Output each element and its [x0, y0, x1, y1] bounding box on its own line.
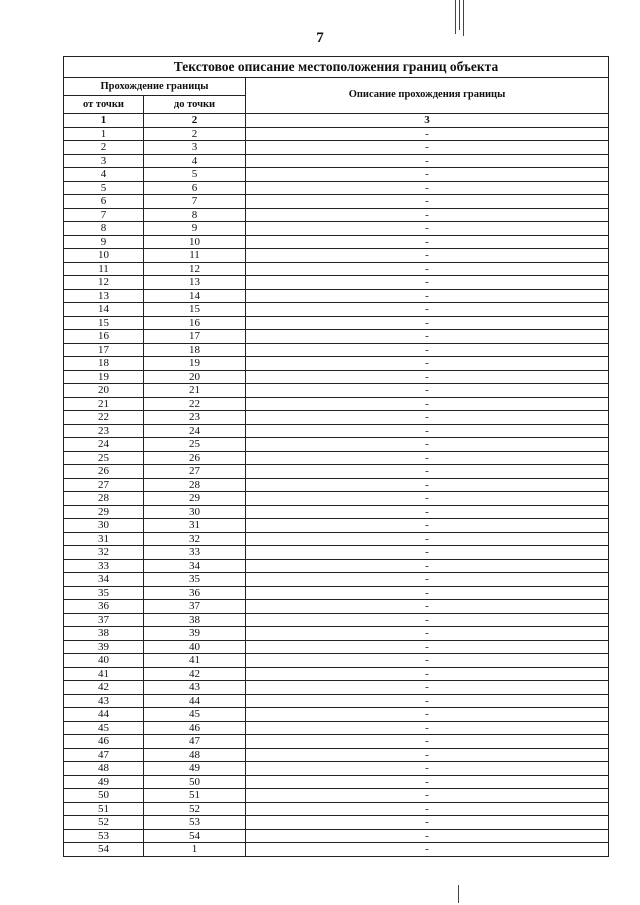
to-point-cell: 50	[144, 775, 246, 789]
from-point-cell: 21	[64, 397, 144, 411]
from-point-cell: 22	[64, 411, 144, 425]
description-cell: -	[246, 708, 609, 722]
from-point-cell: 34	[64, 573, 144, 587]
to-point-cell: 28	[144, 478, 246, 492]
from-point-cell: 3	[64, 154, 144, 168]
to-point-cell: 36	[144, 586, 246, 600]
from-point-cell: 47	[64, 748, 144, 762]
table-row	[64, 505, 609, 519]
table-row	[64, 775, 609, 789]
description-cell: -	[246, 627, 609, 641]
description-cell: -	[246, 559, 609, 573]
to-point-cell: 21	[144, 384, 246, 398]
from-point-cell: 50	[64, 789, 144, 803]
boundary-description-table	[63, 56, 609, 857]
description-cell: -	[246, 775, 609, 789]
description-cell: -	[246, 681, 609, 695]
from-point-cell: 2	[64, 141, 144, 155]
description-cell: -	[246, 141, 609, 155]
description-cell: -	[246, 816, 609, 830]
scan-binder-mark	[458, 885, 459, 903]
table-row	[64, 397, 609, 411]
description-cell: -	[246, 343, 609, 357]
from-point-cell: 19	[64, 370, 144, 384]
table-row	[64, 600, 609, 614]
description-cell: -	[246, 613, 609, 627]
from-point-cell: 29	[64, 505, 144, 519]
description-cell: -	[246, 586, 609, 600]
description-cell: -	[246, 667, 609, 681]
from-point-cell: 11	[64, 262, 144, 276]
from-point-cell: 8	[64, 222, 144, 236]
table-row	[64, 681, 609, 695]
table-row	[64, 694, 609, 708]
description-cell: -	[246, 411, 609, 425]
table-row	[64, 343, 609, 357]
to-point-cell: 34	[144, 559, 246, 573]
table-row	[64, 222, 609, 236]
description-cell: -	[246, 127, 609, 141]
table-row	[64, 789, 609, 803]
from-point-cell: 45	[64, 721, 144, 735]
table-row	[64, 748, 609, 762]
from-point-cell: 5	[64, 181, 144, 195]
table-row	[64, 519, 609, 533]
from-point-cell: 27	[64, 478, 144, 492]
desc-header: Описание прохождения границы	[246, 78, 609, 114]
description-cell: -	[246, 438, 609, 452]
table-row	[64, 424, 609, 438]
table-row	[64, 154, 609, 168]
description-cell: -	[246, 154, 609, 168]
description-cell: -	[246, 843, 609, 857]
to-point-cell: 51	[144, 789, 246, 803]
from-point-cell: 16	[64, 330, 144, 344]
scan-binder-mark	[455, 0, 456, 34]
table-row	[64, 816, 609, 830]
description-cell: -	[246, 276, 609, 290]
from-header: от точки	[64, 96, 144, 114]
to-point-cell: 15	[144, 303, 246, 317]
description-cell: -	[246, 357, 609, 371]
to-point-cell: 27	[144, 465, 246, 479]
description-cell: -	[246, 492, 609, 506]
table-row	[64, 478, 609, 492]
to-point-cell: 46	[144, 721, 246, 735]
to-point-cell: 33	[144, 546, 246, 560]
from-point-cell: 18	[64, 357, 144, 371]
description-cell: -	[246, 222, 609, 236]
description-cell: -	[246, 249, 609, 263]
to-point-cell: 43	[144, 681, 246, 695]
from-point-cell: 17	[64, 343, 144, 357]
from-point-cell: 25	[64, 451, 144, 465]
table-row	[64, 613, 609, 627]
description-cell: -	[246, 721, 609, 735]
from-point-cell: 12	[64, 276, 144, 290]
to-point-cell: 10	[144, 235, 246, 249]
from-point-cell: 38	[64, 627, 144, 641]
from-point-cell: 43	[64, 694, 144, 708]
from-point-cell: 20	[64, 384, 144, 398]
to-point-cell: 4	[144, 154, 246, 168]
to-point-cell: 49	[144, 762, 246, 776]
to-point-cell: 47	[144, 735, 246, 749]
table-row	[64, 843, 609, 857]
from-point-cell: 32	[64, 546, 144, 560]
table-row	[64, 708, 609, 722]
to-point-cell: 2	[144, 127, 246, 141]
to-point-cell: 45	[144, 708, 246, 722]
table-row	[64, 762, 609, 776]
description-cell: -	[246, 573, 609, 587]
description-cell: -	[246, 303, 609, 317]
from-point-cell: 40	[64, 654, 144, 668]
description-cell: -	[246, 829, 609, 843]
from-point-cell: 31	[64, 532, 144, 546]
column-number: 1	[64, 114, 144, 128]
to-point-cell: 8	[144, 208, 246, 222]
description-cell: -	[246, 370, 609, 384]
from-point-cell: 48	[64, 762, 144, 776]
description-cell: -	[246, 600, 609, 614]
description-cell: -	[246, 397, 609, 411]
to-point-cell: 30	[144, 505, 246, 519]
to-point-cell: 44	[144, 694, 246, 708]
table-row	[64, 141, 609, 155]
from-point-cell: 36	[64, 600, 144, 614]
to-point-cell: 38	[144, 613, 246, 627]
from-point-cell: 23	[64, 424, 144, 438]
table-row	[64, 195, 609, 209]
table-row	[64, 721, 609, 735]
table-row	[64, 829, 609, 843]
description-cell: -	[246, 789, 609, 803]
to-point-cell: 9	[144, 222, 246, 236]
to-point-cell: 7	[144, 195, 246, 209]
description-cell: -	[246, 532, 609, 546]
description-cell: -	[246, 762, 609, 776]
table-row	[64, 249, 609, 263]
table-row	[64, 492, 609, 506]
to-point-cell: 19	[144, 357, 246, 371]
from-point-cell: 9	[64, 235, 144, 249]
description-cell: -	[246, 316, 609, 330]
page-number: 7	[316, 30, 324, 46]
from-point-cell: 42	[64, 681, 144, 695]
to-point-cell: 41	[144, 654, 246, 668]
to-point-cell: 17	[144, 330, 246, 344]
from-point-cell: 44	[64, 708, 144, 722]
from-point-cell: 24	[64, 438, 144, 452]
to-point-cell: 3	[144, 141, 246, 155]
table-row	[64, 735, 609, 749]
description-cell: -	[246, 424, 609, 438]
table-row	[64, 411, 609, 425]
description-cell: -	[246, 262, 609, 276]
from-point-cell: 51	[64, 802, 144, 816]
table-row	[64, 667, 609, 681]
to-point-cell: 14	[144, 289, 246, 303]
table-row	[64, 532, 609, 546]
table-row	[64, 465, 609, 479]
to-point-cell: 25	[144, 438, 246, 452]
description-cell: -	[246, 289, 609, 303]
to-point-cell: 35	[144, 573, 246, 587]
to-point-cell: 31	[144, 519, 246, 533]
table-row	[64, 262, 609, 276]
to-point-cell: 42	[144, 667, 246, 681]
to-point-cell: 54	[144, 829, 246, 843]
to-point-cell: 20	[144, 370, 246, 384]
description-cell: -	[246, 748, 609, 762]
description-cell: -	[246, 519, 609, 533]
description-cell: -	[246, 802, 609, 816]
group-header: Прохождение границы	[64, 78, 246, 96]
description-cell: -	[246, 168, 609, 182]
to-point-cell: 16	[144, 316, 246, 330]
table-row	[64, 573, 609, 587]
table-row	[64, 559, 609, 573]
to-point-cell: 6	[144, 181, 246, 195]
from-point-cell: 37	[64, 613, 144, 627]
from-point-cell: 26	[64, 465, 144, 479]
description-cell: -	[246, 654, 609, 668]
to-point-cell: 48	[144, 748, 246, 762]
to-point-cell: 39	[144, 627, 246, 641]
from-point-cell: 30	[64, 519, 144, 533]
description-cell: -	[246, 451, 609, 465]
table-row	[64, 627, 609, 641]
to-point-cell: 13	[144, 276, 246, 290]
table-row	[64, 316, 609, 330]
description-cell: -	[246, 478, 609, 492]
to-header: до точки	[144, 96, 246, 114]
table-row	[64, 168, 609, 182]
to-point-cell: 18	[144, 343, 246, 357]
from-point-cell: 28	[64, 492, 144, 506]
description-cell: -	[246, 181, 609, 195]
description-cell: -	[246, 640, 609, 654]
table-row	[64, 654, 609, 668]
to-point-cell: 12	[144, 262, 246, 276]
from-point-cell: 54	[64, 843, 144, 857]
to-point-cell: 52	[144, 802, 246, 816]
table-title: Текстовое описание местоположения границ объекта	[64, 57, 609, 78]
to-point-cell: 40	[144, 640, 246, 654]
description-cell: -	[246, 195, 609, 209]
table-row	[64, 127, 609, 141]
table-row	[64, 451, 609, 465]
table-row	[64, 208, 609, 222]
to-point-cell: 11	[144, 249, 246, 263]
table-row	[64, 802, 609, 816]
to-point-cell: 1	[144, 843, 246, 857]
to-point-cell: 53	[144, 816, 246, 830]
description-cell: -	[246, 694, 609, 708]
from-point-cell: 4	[64, 168, 144, 182]
description-cell: -	[246, 735, 609, 749]
table-row	[64, 289, 609, 303]
table-row	[64, 438, 609, 452]
from-point-cell: 33	[64, 559, 144, 573]
table-row	[64, 330, 609, 344]
table-row	[64, 586, 609, 600]
table-row	[64, 640, 609, 654]
table-row	[64, 370, 609, 384]
to-point-cell: 5	[144, 168, 246, 182]
description-cell: -	[246, 330, 609, 344]
description-cell: -	[246, 208, 609, 222]
table-row	[64, 357, 609, 371]
table-row	[64, 546, 609, 560]
scan-binder-mark	[459, 0, 460, 30]
table-row	[64, 235, 609, 249]
to-point-cell: 23	[144, 411, 246, 425]
from-point-cell: 1	[64, 127, 144, 141]
to-point-cell: 32	[144, 532, 246, 546]
description-cell: -	[246, 235, 609, 249]
to-point-cell: 22	[144, 397, 246, 411]
table-row	[64, 276, 609, 290]
from-point-cell: 41	[64, 667, 144, 681]
description-cell: -	[246, 384, 609, 398]
from-point-cell: 15	[64, 316, 144, 330]
table-row	[64, 303, 609, 317]
from-point-cell: 14	[64, 303, 144, 317]
description-cell: -	[246, 465, 609, 479]
scan-binder-mark	[463, 0, 464, 36]
table-row	[64, 384, 609, 398]
from-point-cell: 52	[64, 816, 144, 830]
from-point-cell: 10	[64, 249, 144, 263]
from-point-cell: 7	[64, 208, 144, 222]
from-point-cell: 35	[64, 586, 144, 600]
column-number: 2	[144, 114, 246, 128]
description-cell: -	[246, 546, 609, 560]
column-number: 3	[246, 114, 609, 128]
to-point-cell: 37	[144, 600, 246, 614]
from-point-cell: 49	[64, 775, 144, 789]
from-point-cell: 53	[64, 829, 144, 843]
to-point-cell: 24	[144, 424, 246, 438]
from-point-cell: 39	[64, 640, 144, 654]
from-point-cell: 13	[64, 289, 144, 303]
from-point-cell: 6	[64, 195, 144, 209]
from-point-cell: 46	[64, 735, 144, 749]
table-row	[64, 181, 609, 195]
description-cell: -	[246, 505, 609, 519]
to-point-cell: 26	[144, 451, 246, 465]
to-point-cell: 29	[144, 492, 246, 506]
